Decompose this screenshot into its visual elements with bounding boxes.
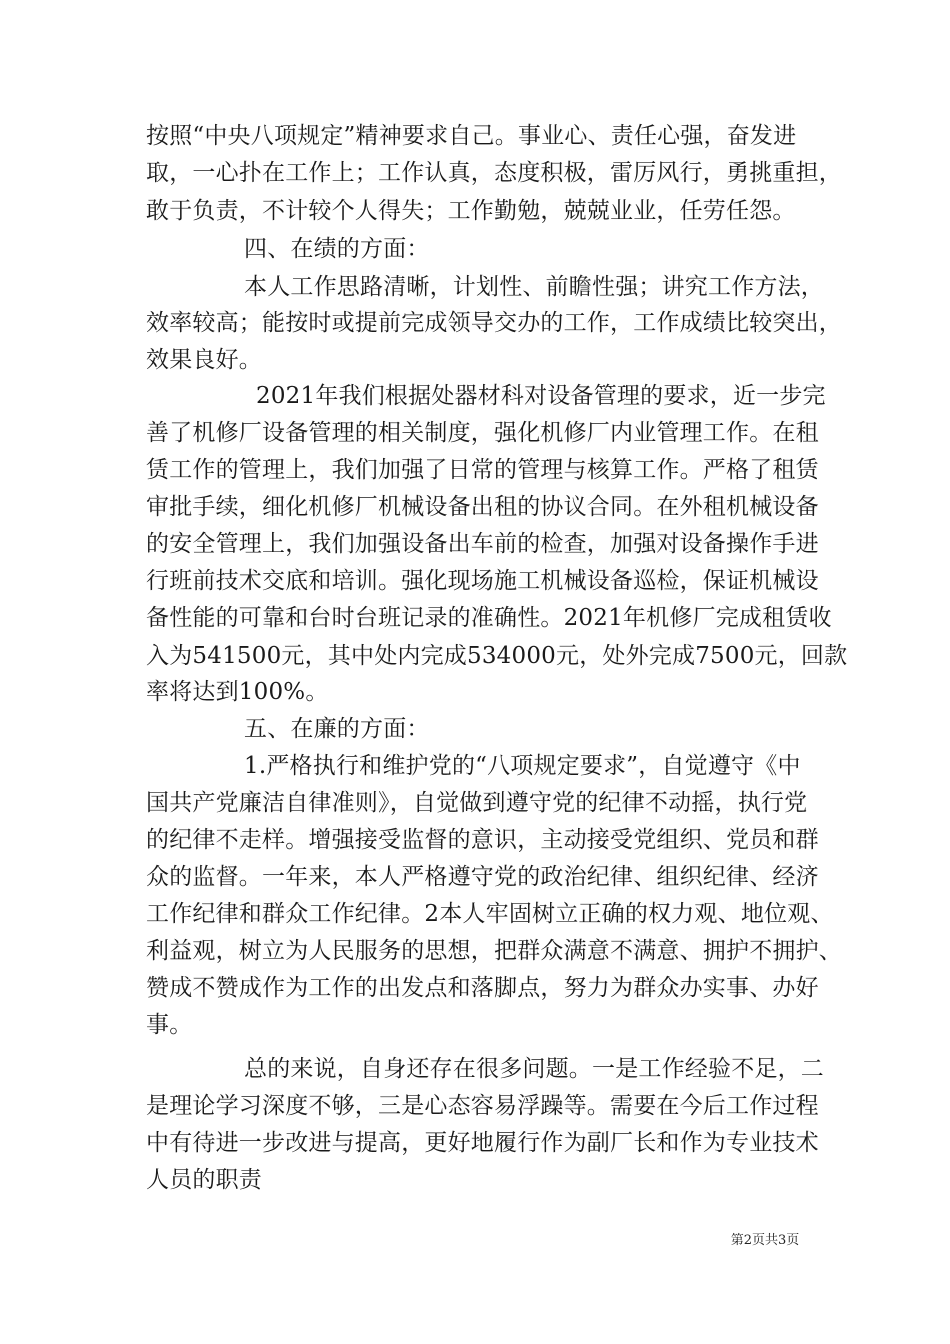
text-line: 的纪律不走样。增强接受监督的意识，主动接受党组织、党员和群 bbox=[146, 827, 819, 853]
text-line: 是理论学习深度不够，三是心态容易浮躁等。需要在今后工作过程 bbox=[146, 1093, 819, 1119]
text-line: 众的监督。一年来，本人严格遵守党的政治纪律、组织纪律、经济 bbox=[146, 864, 819, 890]
section-heading: 四、在绩的方面： bbox=[244, 236, 430, 262]
text-line: 效果良好。 bbox=[146, 347, 262, 373]
text-line: 2021年我们根据处器材科对设备管理的要求，近一步完 bbox=[256, 383, 826, 409]
text-line: 入为541500元，其中处内完成534000元，处外完成7500元，回款 bbox=[146, 643, 848, 669]
section-heading: 五、在廉的方面： bbox=[244, 716, 430, 742]
text-line: 备性能的可靠和台时台班记录的准确性。2021年机修厂完成租赁收 bbox=[146, 605, 832, 631]
text-line: 事。 bbox=[146, 1012, 193, 1038]
page-footer bbox=[0, 1233, 950, 1249]
page-number: 第2页共3页 bbox=[730, 1233, 800, 1248]
text-line: 人员的职责 bbox=[146, 1167, 262, 1193]
text-line: 的安全管理上，我们加强设备出车前的检查，加强对设备操作手进 bbox=[146, 531, 819, 557]
text-line: 1.严格执行和维护党的“八项规定要求”，自觉遵守《中 bbox=[244, 753, 801, 779]
text-line: 本人工作思路清晰，计划性、前瞻性强；讲究工作方法， bbox=[244, 274, 824, 300]
text-line: 敢于负责，不计较个人得失；工作勤勉，兢兢业业，任劳任怨。 bbox=[146, 198, 796, 224]
text-line: 国共产党廉洁自律准则》，自觉做到遵守党的纪律不动摇，执行党 bbox=[146, 790, 808, 816]
text-line: 利益观，树立为人民服务的思想，把群众满意不满意、拥护不拥护、 bbox=[146, 938, 842, 964]
text-line: 按照“中央八项规定”精神要求自己。事业心、责任心强，奋发进 bbox=[146, 123, 797, 149]
text-line: 工作纪律和群众工作纪律。2本人牢固树立正确的权力观、地位观、 bbox=[146, 901, 834, 927]
text-line: 总的来说，自身还存在很多问题。一是工作经验不足，二 bbox=[244, 1056, 824, 1082]
text-line: 赞成不赞成作为工作的出发点和落脚点，努力为群众办实事、办好 bbox=[146, 975, 819, 1001]
text-line: 效率较高；能按时或提前完成领导交办的工作，工作成绩比较突出， bbox=[146, 310, 842, 336]
text-line: 中有待进一步改进与提高，更好地履行作为副厂长和作为专业技术 bbox=[146, 1130, 819, 1156]
text-line: 行班前技术交底和培训。强化现场施工机械设备巡检，保证机械设 bbox=[146, 568, 819, 594]
text-line: 审批手续，细化机修厂机械设备出租的协议合同。在外租机械设备 bbox=[146, 494, 819, 520]
text-line: 赁工作的管理上，我们加强了日常的管理与核算工作。严格了租赁 bbox=[146, 457, 819, 483]
text-line: 率将达到100%。 bbox=[146, 679, 329, 705]
text-line: 善了机修厂设备管理的相关制度，强化机修厂内业管理工作。在租 bbox=[146, 420, 819, 446]
text-line: 取，一心扑在工作上；工作认真，态度积极，雷厉风行，勇挑重担， bbox=[146, 160, 842, 186]
